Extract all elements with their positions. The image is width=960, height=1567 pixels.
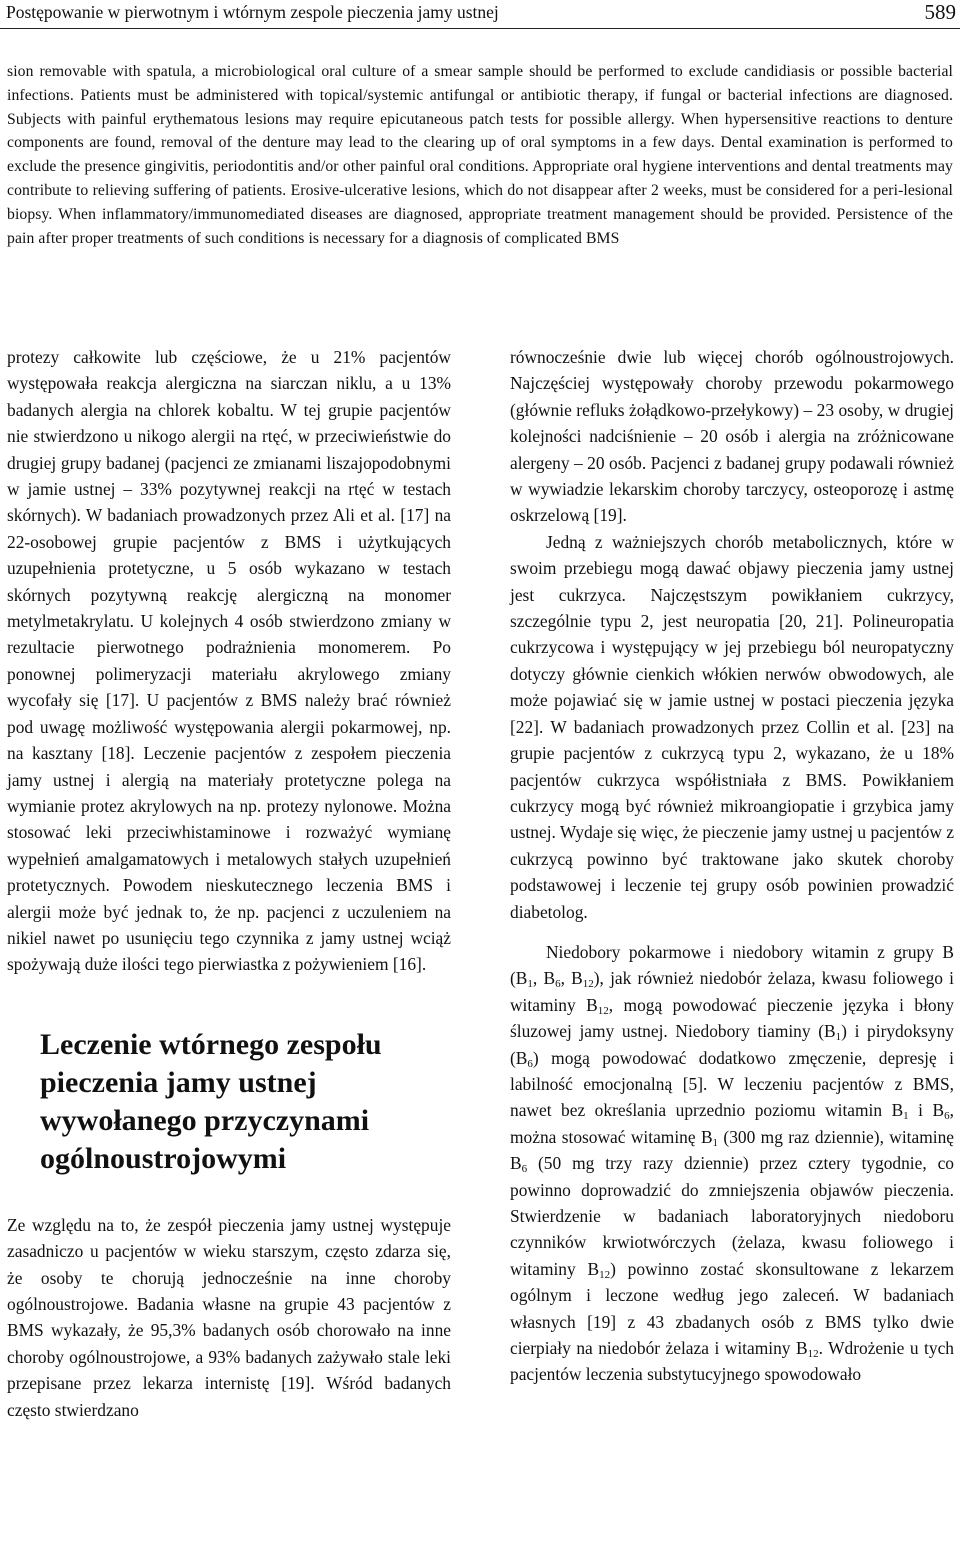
page-header: [0, 0, 960, 26]
right-paragraph-1: równocześnie dwie lub więcej chorób ogólnoustrojowych. Najczęściej występowały choroby przewodu pokarmowego (głównie refluks żołądkowo-przełykowy) – 23 osoby, w drugiej kolejności nadciśnienie – 20 osób i alergia na zróżnicowane alergeny – 20 osób. Pacjenci z badanej grupy podawali również w wywiadzie lekarskim choroby tarczycy, osteoporozę i astmę oskrzelową [19].: [510, 347, 954, 526]
right-column: [510, 344, 954, 1388]
page-number: 589: [924, 0, 956, 24]
running-title: Postępowanie w pierwotnym i wtórnym zespole pieczenia jamy ustnej: [6, 2, 499, 22]
left-column: [7, 344, 451, 1423]
header-rule: [0, 28, 960, 29]
right-paragraph-2: Jedną z ważniejszych chorób metabolicznych, które w swoim przebiegu mogą dawać objawy pieczenia jamy ustnej jest cukrzyca. Najczęstszym powikłaniem cukrzycy, szczególnie typu 2, jest neuropatia [20, 21]. Polineuropatia cukrzycowa i występujący w jej przebiegu ból neuropatyczny dotyczy głównie cienkich włókien nerwów obwodowych, ale może pojawiać się w jamie ustnej w postaci pieczenia języka [22]. W badaniach prowadzonych przez Collin et al. [23] na grupie pacjentów z cukrzycą typu 2, wykazano, że u 18% pacjentów cukrzyca współistniała z BMS. Powikłaniem cukrzycy mogą być również mikroangiopatie i grzybica jamy ustnej. Wydaje się więc, że pieczenie jamy ustnej u pacjentów z cukrzycą powinno być traktowane jako skutek choroby podstawowej i leczenie tej grupy osób powinien prowadzić diabetolog.: [510, 531, 954, 922]
right-paragraph-3: Niedobory pokarmowe i niedobory witamin z grupy B ($B_1$, $B_6$, $B_{12}$), jak również niedobór żelaza, kwasu foliowego i witaminy $B_{12}$, mogą powodować pieczenie języka i błony śluzowej jamy ustnej. Niedobory tiaminy $(B_1)$ i pirydoksyny $(B_6)$ mogą powodować dodatkowo zmęczenie, depresję i labilność emocjonalną [5]. W leczeniu pacjentów z BMS, nawet bez określania uprzednio poziomu witamin $B_1$ i $B_6$, można stosować witaminę $B_1$ (300 mg raz dziennie), witaminę $B_6$ (50 mg trzy razy dziennie) przez cztery tygodnie, co powinno doprowadzić do zmniejszenia objawów pieczenia. Stwierdzenie w badaniach laboratoryjnych niedoboru czynników krwiotwórczych (żelaza, kwasu foliowego i witaminy $B_{12}$) powinno zostać skonsultowane z lekarzem ogólnym i leczone według jego zaleceń. W badaniach własnych [19] z 43 zbadanych osób z BMS tylko dwie cierpiały na niedobór żelaza i witaminy $B_{12}$. Wdrożenie u tych pacjentów leczenia substytucyjnego spowodowało: [510, 941, 955, 1385]
left-paragraph-2: Ze względu na to, że zespół pieczenia jamy ustnej występuje zasadniczo u pacjentów w wieku starszym, często zdarza się, że osoby te chorują jednocześnie na inne choroby ogólnoustrojowe. Badania własne na grupie 43 pacjentów z BMS wykazały, że 95,3% badanych osób chorowało na inne choroby ogólnoustrojowe, a 93% badanych zażywało stale leki przepisane przez lekarza internistę [19]. Wśród badanych często stwierdzano: [7, 1214, 451, 1420]
left-paragraph-1: protezy całkowite lub częściowe, że u 21% pacjentów występowała reakcja alergiczna na siarczan niklu, a u 13% badanych alergia na chlorek kobaltu. W tej grupie pacjentów nie stwierdzono u nikogo alergii na rtęć, w przeciwieństwie do drugiej grupy badanej (pacjenci ze zmianami liszajopodobnymi w jamie ustnej – 33% pozytywnej reakcji na rtęć w testach skórnych). W badaniach prowadzonych przez Ali et al. [17] na 22-osobowej grupie pacjentów z BMS i użytkujących uzupełnienia protetyczne, u 5 osób wykazano w testach skórnych pozytywną reakcję alergiczną na monomer metylmetakrylatu. U kolejnych 4 osób stwierdzono zmiany w rezultacie pierwotnego podrażnienia monomerem. Po ponownej polimeryzacji materiału akrylowego zmiany wycofały się [17]. U pacjentów z BMS należy brać również pod uwagę możliwość występowania alergii pokarmowej, np. na kasztany [18]. Leczenie pacjentów z zespołem pieczenia jamy ustnej i alergią na materiały protetyczne polega na wymianie protez akrylowych na np. protezy nylonowe. Można stosować leki przeciwhistaminowe i rozważyć wymianę wypełnień amalgamatowych i metalowych stałych uzupełnień protetycznych. Powodem nieskutecznego leczenia BMS i alergii może być jednak to, że np. pacjenci z uczuleniem na nikiel nawet po usunięciu tego czynnika z jamy ustnej wciąż spożywają duże ilości tego pierwiastka z pożywieniem [16].: [7, 347, 451, 975]
section-heading: Leczenie wtórnego zespołu pieczenia jamy ustnej wywołanego przyczynami ogólnoustrojowymi: [40, 1027, 382, 1175]
english-abstract-continuation: sion removable with spatula, a microbiological oral culture of a smear sample should be performed to exclude candidiasis or possible bacterial infections. Patients must be administered with topical/systemic antifungal or antibiotic therapy, if fungal or bacterial infections are diagnosed. Subjects with painful erythematous lesions may require epicutaneous patch tests for possible allergy. When hypersensitive reactions to denture components are found, removal of the denture may lead to the clearing up of oral symptoms in a few days. Dental examination is performed to exclude the presence gingivitis, periodontitis and/or other painful oral conditions. Appropriate oral hygiene interventions and dental treatments may contribute to relieving suffering of patients. Erosive-ulcerative lesions, which do not disappear after 2 weeks, must be considered for a peri-lesional biopsy. When inflammatory/immunomediated diseases are diagnosed, appropriate treatment management should be provided. Persistence of the pain after proper treatments of such conditions is necessary for a diagnosis of complicated BMS: [7, 63, 953, 247]
